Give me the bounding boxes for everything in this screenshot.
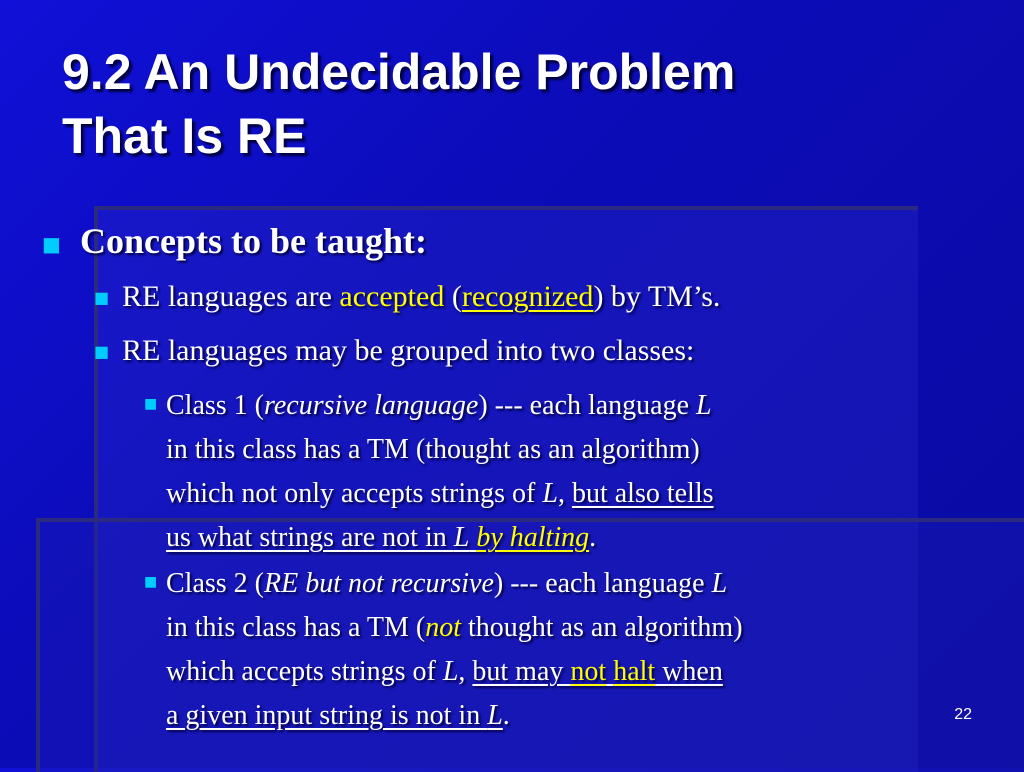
sub-bullet-accepted bbox=[122, 280, 720, 314]
class1-line-3 bbox=[166, 472, 986, 516]
bullet-concepts bbox=[80, 220, 427, 262]
class1-line2-text: in this class has a TM (thought as an algorithm) bbox=[166, 434, 700, 465]
class1-b: ) --- each language bbox=[478, 390, 697, 421]
square-bullet-icon: ■ bbox=[144, 574, 158, 590]
sub-bullet-classes bbox=[122, 334, 694, 368]
class2-halt: halt bbox=[613, 656, 656, 687]
square-bullet-icon: ■ bbox=[144, 396, 158, 412]
class1-L1: L bbox=[696, 390, 712, 421]
class1-by-halting: by halting bbox=[476, 522, 590, 553]
class2-item bbox=[166, 562, 996, 738]
sub1-text-a: RE languages are bbox=[122, 280, 340, 313]
class1-line-1 bbox=[166, 384, 986, 428]
class2-line-4 bbox=[166, 694, 996, 738]
sub1-text-b: ( bbox=[444, 280, 462, 313]
class1-L3: L bbox=[453, 522, 470, 553]
class2-line2b: thought as an algorithm) bbox=[461, 612, 743, 643]
class1-L2: L bbox=[542, 478, 558, 509]
square-bullet-icon: ■ bbox=[42, 232, 61, 256]
class2-not-halt-not: not bbox=[570, 656, 607, 687]
class1-term: recursive language bbox=[264, 390, 479, 421]
class2-comma: , bbox=[458, 656, 473, 687]
class2-line-2 bbox=[166, 606, 996, 650]
square-bullet-icon: ■ bbox=[94, 288, 110, 307]
class1-line-2 bbox=[166, 428, 986, 472]
class2-line3a: which accepts strings of bbox=[166, 656, 443, 687]
class1-comma: , bbox=[557, 478, 572, 509]
class2-a: Class 2 ( bbox=[166, 568, 264, 599]
class2-L3: L bbox=[487, 700, 503, 731]
class2-b: ) --- each language bbox=[493, 568, 712, 599]
class2-L1: L bbox=[711, 568, 728, 599]
class1-a: Class 1 ( bbox=[166, 390, 264, 421]
sub2-text: RE languages may be grouped into two classes: bbox=[122, 334, 695, 367]
bullet-concepts-text: Concepts to be taught: bbox=[80, 221, 427, 261]
class2-when: when bbox=[655, 656, 723, 687]
title-line-1: 9.2 An Undecidable Problem bbox=[62, 44, 736, 100]
class2-line-1 bbox=[166, 562, 996, 606]
class2-not: not bbox=[425, 612, 462, 643]
slide-title bbox=[62, 40, 982, 168]
class1-dot: . bbox=[589, 522, 597, 553]
square-bullet-icon: ■ bbox=[94, 342, 110, 361]
class2-but-may: but may bbox=[472, 656, 571, 687]
class2-dot: . bbox=[502, 700, 510, 731]
class1-item bbox=[166, 384, 986, 560]
class1-line4a: us what strings are not in bbox=[166, 522, 454, 553]
sub1-text-c: ) by TM’s. bbox=[593, 280, 721, 313]
class1-but-also-tells: but also tells bbox=[571, 478, 714, 509]
class2-line4a: a given input string is not in bbox=[166, 700, 488, 731]
class2-L2: L bbox=[442, 656, 459, 687]
class1-line3a: which not only accepts strings of bbox=[166, 478, 543, 509]
title-line-2: That Is RE bbox=[62, 108, 307, 164]
recognized-term: recognized bbox=[461, 280, 594, 313]
accepted-term: accepted bbox=[339, 280, 445, 313]
class1-line-4 bbox=[166, 516, 986, 560]
class2-line-3 bbox=[166, 650, 996, 694]
page-number: 22 bbox=[954, 706, 972, 723]
class2-line2a: in this class has a TM ( bbox=[166, 612, 426, 643]
class2-term: RE but not recursive bbox=[264, 568, 494, 599]
